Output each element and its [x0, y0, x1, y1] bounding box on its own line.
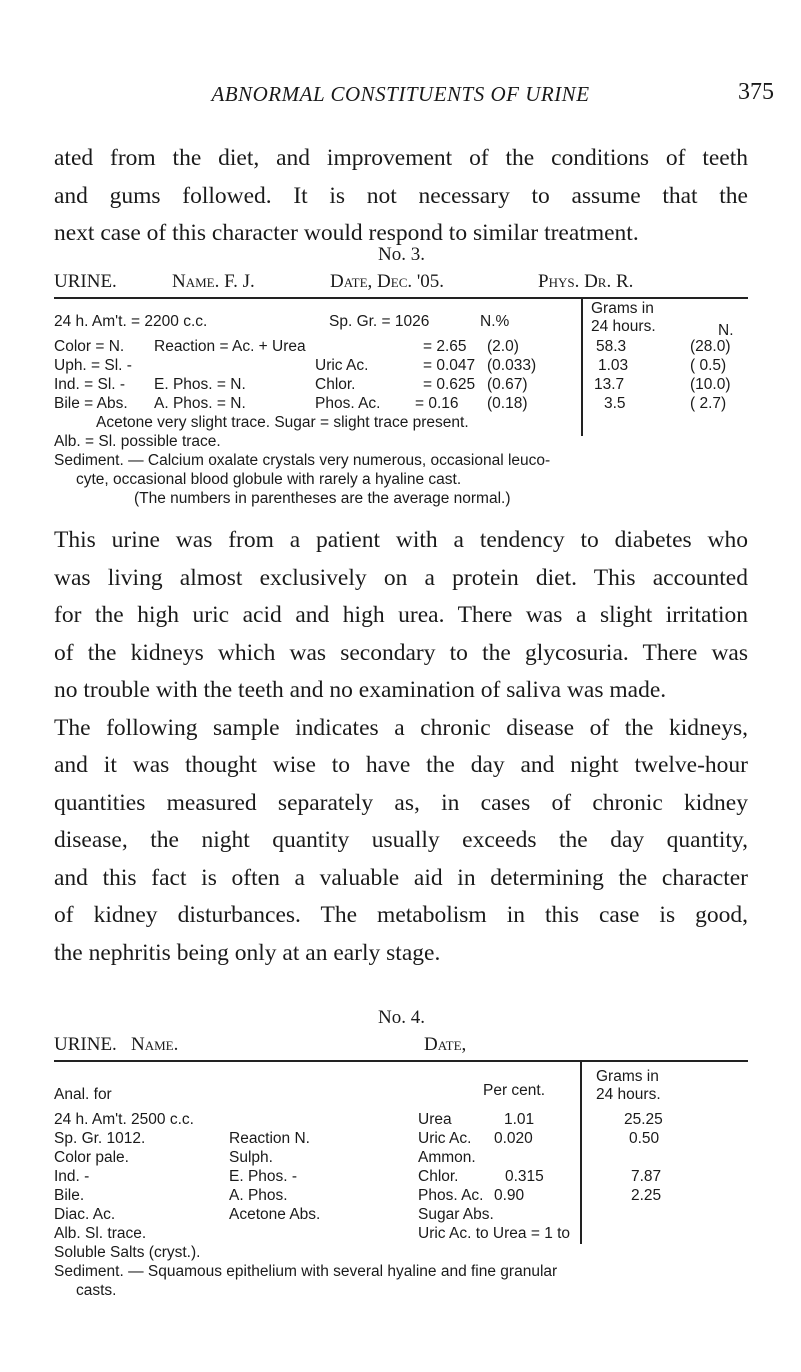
sp-gr-cell: Sp. Gr. = 1026	[329, 313, 430, 330]
normal-cell: (0.033)	[487, 357, 537, 374]
header-phys: Phys. Dr. R.	[538, 271, 634, 292]
header-name: Name. F. J.	[172, 271, 255, 292]
mid-name: Phos. Ac.	[418, 1187, 484, 1204]
grams-header: 24 hours.	[596, 1086, 661, 1103]
grams-cell: 2.25	[631, 1187, 662, 1204]
value-cell: = 0.16	[415, 395, 459, 412]
text-line: for the high uric acid and high urea. There was a slight irritation	[54, 602, 748, 628]
mid-name: Uric Ac. to Urea = 1 to	[418, 1225, 571, 1242]
running-head: ABNORMAL CONSTITUENTS OF URINE	[211, 82, 590, 106]
grams-cell: 7.87	[631, 1168, 662, 1185]
mid-name: Sugar Abs.	[418, 1206, 494, 1223]
text-line: the nephritis being only at an early stage.	[54, 939, 441, 966]
reaction-cell: Reaction = Ac. + Urea	[154, 338, 306, 355]
normal-cell: (0.67)	[487, 376, 528, 393]
amount-cell: 24 h. Am't. = 2200 c.c.	[54, 313, 208, 330]
text-line: This urine was from a patient with a tendency to diabetes who	[54, 527, 748, 553]
ind-cell: Ind. = Sl. -	[54, 376, 126, 393]
mid-name: Chlor.	[418, 1168, 459, 1185]
normal-cell: (0.18)	[487, 395, 528, 412]
grams-cell: 25.25	[624, 1111, 663, 1128]
grams-header: Grams in	[596, 1068, 659, 1085]
mid-name: Urea	[418, 1111, 452, 1128]
text-line: of kidney disturbances. The metabolism in this case is good,	[54, 902, 748, 928]
value-cell: = 0.625	[423, 376, 476, 393]
anal-for-label: Anal. for	[54, 1086, 112, 1103]
value-cell: = 0.047	[423, 357, 476, 374]
grams-cell: 13.7	[594, 376, 625, 393]
acetone-line: Acetone very slight trace. Sugar = slight trace present.	[96, 414, 469, 431]
name-cell: Phos. Ac.	[315, 395, 381, 412]
text-line: and gums followed. It is not necessary to assume that the	[54, 182, 748, 209]
sediment-line: Sediment. — Calcium oxalate crystals very numerous, occasional leuco-	[54, 452, 551, 469]
text-line: ated from the diet, and improvement of the conditions of teeth	[54, 145, 748, 171]
grams-cell: 3.5	[604, 395, 626, 412]
left-cell: Acetone Abs.	[229, 1206, 321, 1223]
case-number: No. 3.	[378, 244, 425, 265]
text-line: no trouble with the teeth and no examination of saliva was made.	[54, 677, 667, 703]
n-header: N.	[718, 322, 734, 339]
header-date: Date,	[424, 1034, 467, 1055]
note-line: (The numbers in parentheses are the average normal.)	[134, 490, 511, 507]
left-cell: Color pale.	[54, 1149, 129, 1166]
n-cell: (28.0)	[690, 338, 731, 355]
mid-value: 0.315	[505, 1168, 544, 1185]
sediment-line: Sediment. — Squamous epithelium with several hyaline and fine granular	[54, 1263, 558, 1280]
left-cell: Diac. Ac.	[54, 1206, 116, 1223]
intro-paragraph	[54, 140, 748, 253]
phos-cell: A. Phos. = N.	[154, 395, 246, 412]
left-cell: Reaction N.	[229, 1130, 310, 1147]
phos-cell: E. Phos. = N.	[154, 376, 246, 393]
header-rule	[54, 297, 748, 299]
header-date: Date, Dec. '05.	[330, 271, 445, 292]
left-cell: Ind. -	[54, 1168, 90, 1185]
header-name: Name.	[131, 1034, 179, 1055]
n-cell: ( 2.7)	[690, 395, 727, 412]
bile-cell: Bile = Abs.	[54, 395, 128, 412]
mid-value: 0.020	[494, 1130, 533, 1147]
name-cell: Uric Ac.	[315, 357, 369, 374]
left-cell: Sulph.	[229, 1149, 273, 1166]
grams-cell: 1.03	[598, 357, 629, 374]
n-cell: (10.0)	[690, 376, 731, 393]
text-line: was living almost exclusively on a protein diet. This accounted	[54, 564, 748, 591]
column-divider	[581, 299, 583, 436]
mid-value: 1.01	[504, 1111, 535, 1128]
text-line: and it was thought wise to have the day and night twelve-hour	[54, 752, 748, 778]
alb-line: Alb. = Sl. possible trace.	[54, 433, 221, 450]
soluble-line: Soluble Salts (cryst.).	[54, 1244, 201, 1261]
header-urine: URINE.	[54, 1034, 117, 1055]
left-cell: Bile.	[54, 1187, 85, 1204]
grams-header: Grams in	[591, 300, 654, 317]
name-cell: Chlor.	[315, 376, 356, 393]
per-cent-header: Per cent.	[483, 1082, 546, 1099]
text-line: quantities measured separately as, in cases of chronic kidney	[54, 789, 748, 816]
color-cell: Color = N.	[54, 338, 125, 355]
mid-value: 0.90	[494, 1187, 525, 1204]
sediment-line: casts.	[76, 1282, 117, 1299]
n-cell: ( 0.5)	[690, 357, 727, 374]
uph-cell: Uph. = Sl. -	[54, 357, 132, 374]
body-paragraph	[54, 522, 748, 972]
left-cell: Sp. Gr. 1012.	[54, 1130, 146, 1147]
grams-header: 24 hours.	[591, 318, 656, 335]
text-line: disease, the night quantity usually exceeds the day quantity,	[54, 827, 748, 853]
left-cell: E. Phos. -	[229, 1168, 298, 1185]
value-cell: = 2.65	[423, 338, 467, 355]
header-rule	[54, 1060, 748, 1062]
column-divider	[580, 1062, 582, 1244]
n-percent-cell: N.%	[480, 313, 510, 330]
grams-cell: 0.50	[629, 1130, 660, 1147]
text-line: next case of this character would respond to similar treatment.	[54, 220, 639, 246]
text-line: The following sample indicates a chronic disease of the kidneys,	[54, 714, 748, 741]
grams-cell: 58.3	[596, 338, 627, 355]
page-number: 375	[738, 79, 774, 105]
case-number: No. 4.	[378, 1007, 425, 1028]
sediment-line: cyte, occasional blood globule with rarely a hyaline cast.	[76, 471, 462, 488]
left-cell: A. Phos.	[229, 1187, 288, 1204]
header-urine: URINE.	[54, 271, 117, 292]
mid-name: Ammon.	[418, 1149, 476, 1166]
left-cell: Alb. Sl. trace.	[54, 1225, 147, 1242]
text-line: and this fact is often a valuable aid in determining the character	[54, 864, 748, 891]
left-cell: 24 h. Am't. 2500 c.c.	[54, 1111, 194, 1128]
mid-name: Uric Ac.	[418, 1130, 472, 1147]
normal-cell: (2.0)	[487, 338, 519, 355]
text-line: of the kidneys which was secondary to the glycosuria. There was	[54, 639, 748, 666]
